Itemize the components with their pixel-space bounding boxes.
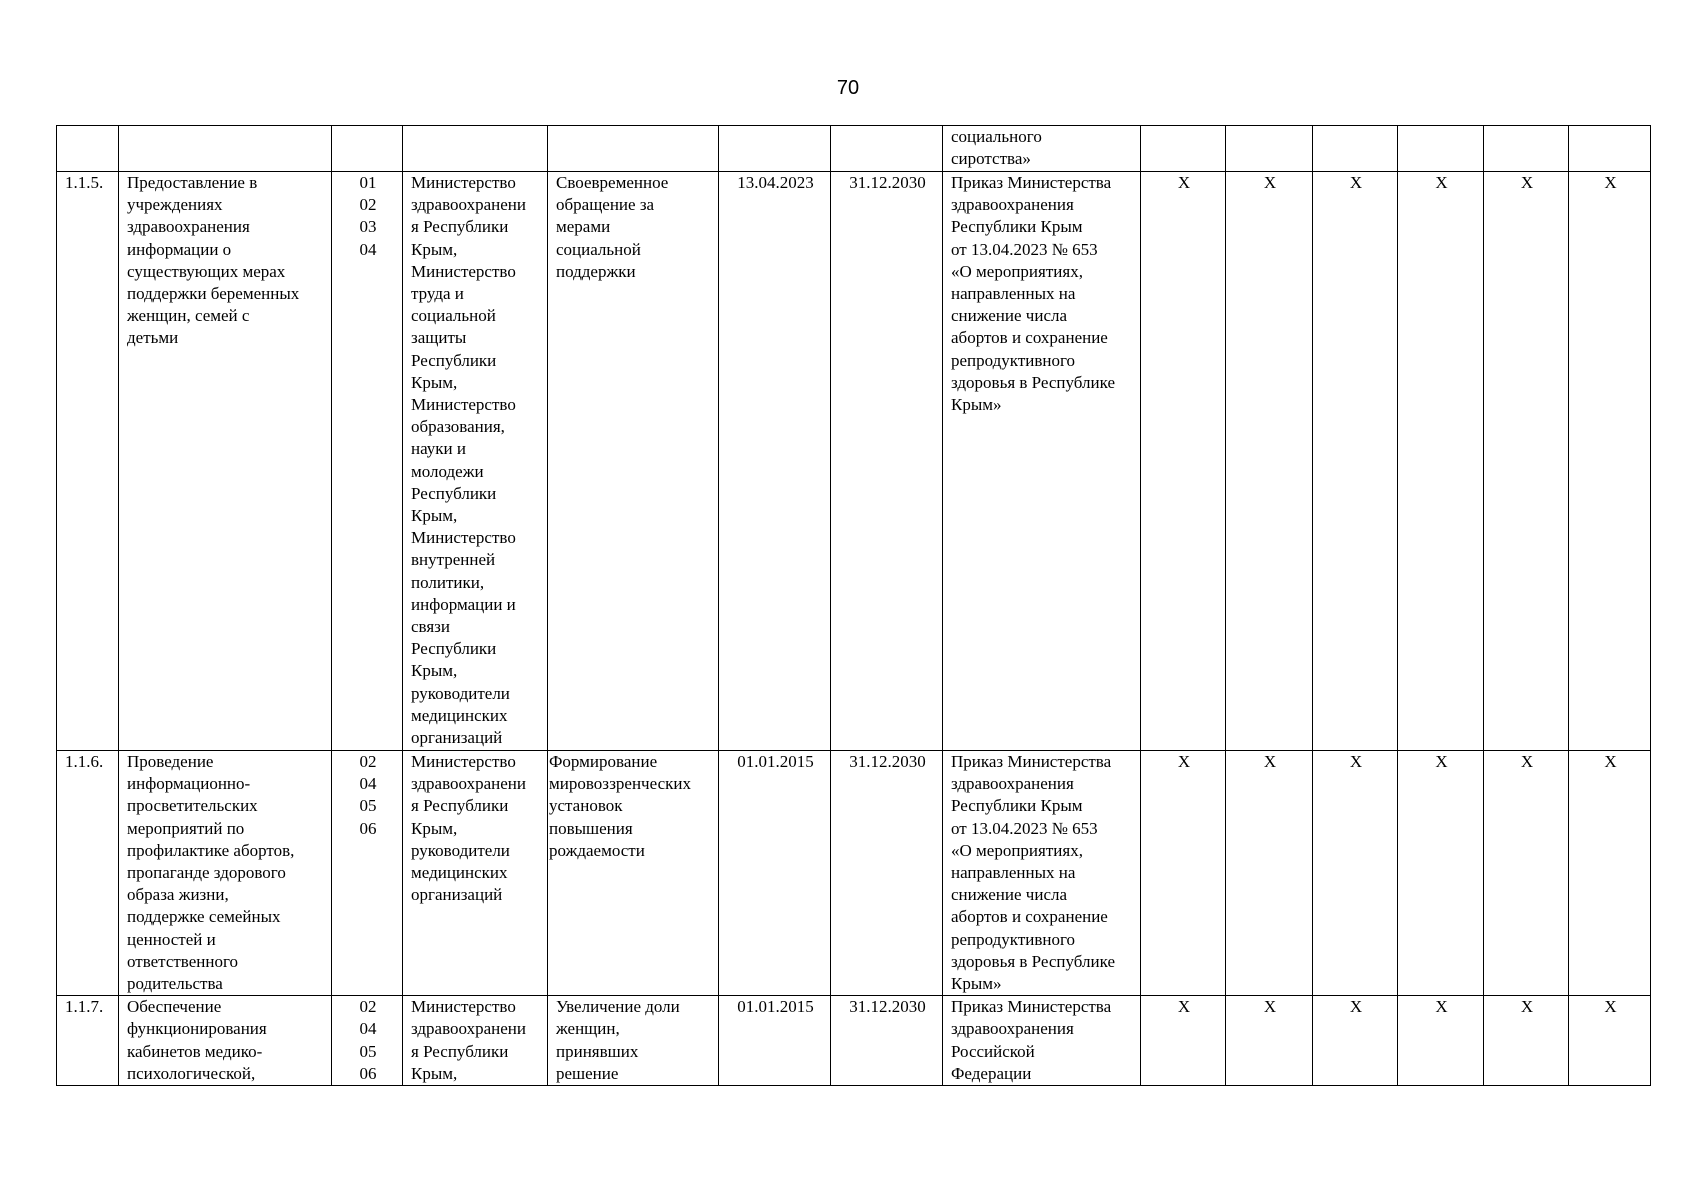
executor-line: Министерство <box>411 173 516 192</box>
document-line: Республики Крым <box>951 796 1083 816</box>
name-line: информации о <box>127 239 232 259</box>
executor-line: социальной <box>411 306 496 326</box>
executor-line: здравоохранени <box>411 1019 526 1039</box>
cell-executor <box>403 996 548 1086</box>
result-line: Своевременное <box>556 173 669 192</box>
document-line: Приказ Министерства <box>951 752 1112 771</box>
executor-line: организаций <box>411 728 503 748</box>
name-line: ответственного <box>127 951 239 971</box>
cell-mark: Х <box>1398 751 1484 996</box>
document-line: Российской <box>951 1041 1035 1061</box>
name-line: детьми <box>127 328 179 348</box>
table-row <box>57 751 1651 996</box>
executor-line: молодежи <box>411 461 484 481</box>
cell-document <box>943 996 1141 1086</box>
result-line: повышения <box>549 818 633 838</box>
code: 04 <box>359 774 377 794</box>
cell-expected-result <box>548 751 719 996</box>
cell-start-date: 01.01.2015 <box>719 751 831 996</box>
cell-document <box>943 172 1141 751</box>
executor-line: Крым, <box>411 372 458 392</box>
cell-empty <box>1141 126 1226 172</box>
document-line: снижение числа <box>951 885 1068 905</box>
executor-line: информации и <box>411 594 516 614</box>
result-line: установок <box>549 796 623 816</box>
document-line: здравоохранения <box>951 1019 1074 1039</box>
document-line: сиротства» <box>951 149 1031 169</box>
executor-line: Министерство <box>411 997 516 1017</box>
name-line: функционирования <box>127 1019 267 1039</box>
document-line: «О мероприятиях, <box>951 840 1083 860</box>
document-line: Крым» <box>951 974 1002 994</box>
cell-mark: Х <box>1226 751 1313 996</box>
name-line: Проведение <box>127 752 214 771</box>
code: 02 <box>359 997 377 1017</box>
name-line: здравоохранения <box>127 217 250 237</box>
result-line: мерами <box>556 217 611 237</box>
name-line: информационно- <box>127 774 251 794</box>
cell-mark: Х <box>1141 996 1226 1086</box>
executor-line: связи <box>411 617 450 637</box>
cell-start-date: 01.01.2015 <box>719 996 831 1086</box>
code: 04 <box>359 1019 377 1039</box>
cell-number: 1.1.6. <box>57 751 119 996</box>
cell-empty <box>119 126 332 172</box>
executor-line: я Республики <box>411 1041 509 1061</box>
result-line: обращение за <box>556 195 655 215</box>
cell-mark: Х <box>1484 172 1569 751</box>
cell-mark: Х <box>1141 172 1226 751</box>
cell-empty <box>403 126 548 172</box>
name-line: поддержки беременных <box>127 284 300 304</box>
document-line: от 13.04.2023 № 653 <box>951 239 1098 259</box>
document-line: здоровья в Республике <box>951 372 1115 392</box>
name-line: поддержке семейных <box>127 907 281 927</box>
name-line: психологической, <box>127 1063 256 1083</box>
cell-empty <box>1226 126 1313 172</box>
cell-mark: Х <box>1226 996 1313 1086</box>
code: 01 <box>359 173 377 192</box>
document-line: «О мероприятиях, <box>951 261 1083 281</box>
executor-line: Республики <box>411 350 497 370</box>
executor-line: Министерство <box>411 528 516 548</box>
code: 02 <box>359 195 377 215</box>
result-line: Формирование <box>549 752 658 771</box>
cell-empty <box>548 126 719 172</box>
cell-mark: Х <box>1398 172 1484 751</box>
document-line: направленных на <box>951 284 1076 304</box>
executor-line: защиты <box>411 328 467 348</box>
result-line: решение <box>556 1063 619 1083</box>
document-line: здоровья в Республике <box>951 951 1115 971</box>
name-line: ценностей и <box>127 929 216 949</box>
page-number: 70 <box>836 77 860 99</box>
cell-mark: Х <box>1569 172 1651 751</box>
result-line: поддержки <box>556 261 636 281</box>
document-line: репродуктивного <box>951 929 1076 949</box>
name-line: кабинетов медико- <box>127 1041 263 1061</box>
cell-number: 1.1.7. <box>57 996 119 1086</box>
cell-executor <box>403 172 548 751</box>
code: 06 <box>359 818 377 838</box>
executor-line: я Республики <box>411 217 509 237</box>
name-line: пропаганде здорового <box>127 863 286 883</box>
document-line: здравоохранения <box>951 195 1074 215</box>
cell-empty <box>831 126 943 172</box>
cell-empty <box>1313 126 1398 172</box>
cell-mark: Х <box>1569 996 1651 1086</box>
cell-empty <box>719 126 831 172</box>
cell-start-date: 13.04.2023 <box>719 172 831 751</box>
cell-empty <box>1398 126 1484 172</box>
executor-line: науки и <box>411 439 466 459</box>
executor-line: Крым, <box>411 818 458 838</box>
name-line: образа жизни, <box>127 885 229 905</box>
result-line: принявших <box>556 1041 639 1061</box>
document-line: абортов и сохранение <box>951 907 1108 927</box>
executor-line: Министерство <box>411 752 516 771</box>
measures-table <box>56 125 1651 1086</box>
cell-document <box>943 126 1141 172</box>
name-line: профилактике абортов, <box>127 840 295 860</box>
result-line: рождаемости <box>549 840 645 860</box>
name-line: Предоставление в <box>127 173 258 192</box>
document-line: социального <box>951 127 1042 146</box>
executor-line: медицинских <box>411 705 508 725</box>
cell-end-date: 31.12.2030 <box>831 751 943 996</box>
document-line: Федерации <box>951 1063 1032 1083</box>
cell-mark: Х <box>1484 751 1569 996</box>
executor-line: Республики <box>411 483 497 503</box>
cell-mark: Х <box>1313 751 1398 996</box>
executor-line: Крым, <box>411 506 458 526</box>
cell-measure-name <box>119 751 332 996</box>
cell-end-date: 31.12.2030 <box>831 996 943 1086</box>
document-line: Приказ Министерства <box>951 997 1112 1017</box>
cell-mark: Х <box>1141 751 1226 996</box>
executor-line: я Республики <box>411 796 509 816</box>
code: 06 <box>359 1063 377 1083</box>
code: 02 <box>359 752 377 771</box>
cell-end-date: 31.12.2030 <box>831 172 943 751</box>
cell-number: 1.1.5. <box>57 172 119 751</box>
executor-line: образования, <box>411 417 505 437</box>
executor-line: Крым, <box>411 1063 458 1083</box>
cell-empty <box>1484 126 1569 172</box>
cell-expected-result <box>548 996 719 1086</box>
cell-document <box>943 751 1141 996</box>
code: 04 <box>359 239 377 259</box>
executor-line: Республики <box>411 639 497 659</box>
name-line: мероприятий по <box>127 818 245 838</box>
document-line: Приказ Министерства <box>951 173 1112 192</box>
document-line: здравоохранения <box>951 774 1074 794</box>
document-line: направленных на <box>951 863 1076 883</box>
executor-line: Министерство <box>411 395 516 415</box>
name-line: существующих мерах <box>127 261 286 281</box>
document-line: Республики Крым <box>951 217 1083 237</box>
executor-line: здравоохранени <box>411 774 526 794</box>
name-line: женщин, семей с <box>127 306 250 326</box>
cell-measure-name <box>119 172 332 751</box>
result-line: мировоззренческих <box>549 774 691 794</box>
name-line: Обеспечение <box>127 997 222 1017</box>
document-line: абортов и сохранение <box>951 328 1108 348</box>
cell-empty <box>1569 126 1651 172</box>
cell-codes <box>332 996 403 1086</box>
executor-line: руководители <box>411 683 510 703</box>
code: 05 <box>359 796 377 816</box>
cell-mark: Х <box>1313 996 1398 1086</box>
executor-line: Крым, <box>411 239 458 259</box>
table-row <box>57 996 1651 1086</box>
code: 05 <box>359 1041 377 1061</box>
executor-line: Министерство <box>411 261 516 281</box>
executor-line: руководители <box>411 840 510 860</box>
cell-codes <box>332 172 403 751</box>
cell-codes <box>332 751 403 996</box>
cell-mark: Х <box>1226 172 1313 751</box>
document-line: репродуктивного <box>951 350 1076 370</box>
executor-line: организаций <box>411 885 503 905</box>
executor-line: медицинских <box>411 863 508 883</box>
executor-line: Крым, <box>411 661 458 681</box>
cell-mark: Х <box>1484 996 1569 1086</box>
cell-mark: Х <box>1313 172 1398 751</box>
executor-line: внутренней <box>411 550 496 570</box>
result-line: Увеличение доли <box>556 997 680 1017</box>
cell-executor <box>403 751 548 996</box>
executor-line: политики, <box>411 572 485 592</box>
document-line: от 13.04.2023 № 653 <box>951 818 1098 838</box>
result-line: женщин, <box>556 1019 620 1039</box>
name-line: родительства <box>127 974 223 994</box>
name-line: просветительских <box>127 796 258 816</box>
executor-line: здравоохранени <box>411 195 526 215</box>
result-line: социальной <box>556 239 641 259</box>
cell-mark: Х <box>1398 996 1484 1086</box>
document-line: Крым» <box>951 395 1002 415</box>
code: 03 <box>359 217 377 237</box>
executor-line: труда и <box>411 284 464 304</box>
cell-mark: Х <box>1569 751 1651 996</box>
document-line: снижение числа <box>951 306 1068 326</box>
cell-empty <box>332 126 403 172</box>
cell-expected-result <box>548 172 719 751</box>
cell-measure-name <box>119 996 332 1086</box>
table-row-continuation <box>57 126 1651 172</box>
cell-empty <box>57 126 119 172</box>
name-line: учреждениях <box>127 195 223 215</box>
table-row <box>57 172 1651 751</box>
